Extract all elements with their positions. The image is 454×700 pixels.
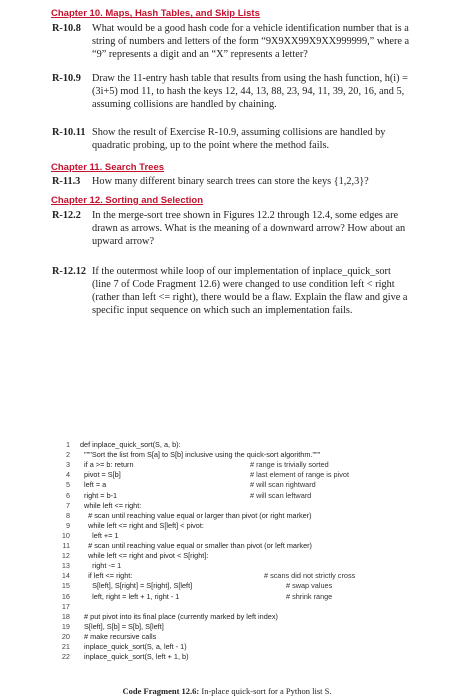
code-text: # scan until reaching value equal or smaller than pivot (or left marker) (80, 541, 312, 550)
code-text: def inplace_quick_sort(S, a, b): (80, 440, 181, 449)
code-comment: # swap values (286, 581, 333, 591)
code-comment: # range is trivially sorted (250, 460, 329, 470)
exercise-id: R-11.3 (52, 176, 81, 187)
exercise-r12-2 (52, 209, 412, 248)
code-comment: # last element of range is pivot (250, 470, 349, 480)
chapter-10-heading: Chapter 10. Maps, Hash Tables, and Skip Lists (51, 8, 260, 19)
line-number: 10 (61, 530, 70, 540)
line-number: 5 (65, 480, 70, 490)
exercise-text: What would be a good hash code for a vehicle identification number that is a string of numbers and letters of the form “9X9XX99X9XX999999,” where a “9” represents a digit and an “X” represents a letter? (92, 23, 410, 61)
exercise-id: R-12.12 (52, 266, 87, 277)
code-comment: # scans did not strictly cross (264, 571, 356, 581)
line-number: 20 (61, 631, 70, 641)
exercise-r11-3 (52, 175, 412, 188)
code-comment: # shrink range (286, 591, 333, 601)
chapter-12-heading: Chapter 12. Sorting and Selection (51, 195, 204, 206)
exercise-text: How many different binary search trees can store the keys {1,2,3}? (92, 176, 369, 187)
line-number: 2 (65, 450, 70, 460)
line-number: 9 (65, 520, 70, 530)
line-number: 3 (65, 460, 70, 470)
line-number: 18 (61, 611, 70, 621)
code-comment: # will scan leftward (250, 490, 312, 500)
code-text: # put pivot into its final place (currently marked by left index) (80, 611, 278, 621)
caption-label: Code Fragment 12.6: (122, 686, 200, 696)
code-text: if left <= right: (80, 571, 133, 581)
exercise-r10-11 (52, 126, 412, 152)
code-text: # make recursive calls (80, 631, 157, 641)
code-text: if a >= b: return (80, 460, 134, 470)
exercise-text: In the merge-sort tree shown in Figures 12.2 through 12.4, some edges are drawn as arrows. What is the meaning of a downward arrow? How about an upward arrow? (92, 210, 406, 248)
exercise-r10-8 (52, 22, 412, 61)
line-number: 19 (61, 621, 70, 631)
exercise-id: R-10.11 (52, 127, 86, 138)
line-number: 16 (61, 591, 70, 601)
code-text: right -= 1 (80, 561, 122, 571)
line-number: 7 (65, 500, 70, 510)
code-text: S[left], S[b] = S[b], S[left] (80, 621, 164, 631)
code-text: left, right = left + 1, right - 1 (80, 591, 180, 601)
code-text: inplace_quick_sort(S, a, left - 1) (80, 642, 187, 651)
line-number: 13 (61, 561, 70, 571)
caption-text: In-place quick-sort for a Python list S. (199, 686, 332, 696)
code-text: while left <= right and pivot < S[right]: (80, 551, 209, 561)
line-number: 4 (65, 470, 70, 480)
code-text: while left <= right and S[left] < pivot: (80, 520, 204, 530)
exercise-text: Show the result of Exercise R-10.9, assuming collisions are handled by quadratic probing, up to the point where the method fails. (92, 127, 386, 152)
line-number: 17 (61, 601, 70, 611)
exercise-id: R-12.2 (52, 210, 81, 221)
line-number: 15 (61, 581, 70, 591)
exercise-text: Draw the 11-entry hash table that results from using the hash function, h(i) = (3i+5) mod 11, to hash the keys 12, 44, 13, 88, 23, 94, 11, 39, 20, 16, and 5, assuming collisions are handled by chaining. (92, 73, 408, 111)
line-number: 14 (61, 571, 70, 581)
line-number: 8 (65, 510, 70, 520)
line-number: 21 (61, 642, 70, 651)
exercise-r10-9 (52, 72, 412, 111)
code-text: right = b-1 (80, 490, 118, 500)
exercise-text: If the outermost while loop of our implementation of inplace_quick_sort (line 7 of Code Fragment 12.6) were changed to use condition left < right (rather than left <= right), there would be a flaw. Explain the flaw and give a specific input sequence on which such an implementation fails. (92, 266, 408, 317)
code-text: # scan until reaching value equal or larger than pivot (or right marker) (80, 510, 312, 520)
code-text: while left <= right: (80, 500, 142, 510)
code-text: S[left], S[right] = S[right], S[left] (80, 581, 193, 591)
chapter-11-heading: Chapter 11. Search Trees (51, 162, 165, 173)
code-caption (0, 686, 454, 696)
exercise-id: R-10.9 (52, 73, 81, 84)
line-number: 11 (62, 541, 70, 550)
code-comment: # will scan rightward (250, 480, 316, 490)
code-text: left += 1 (80, 530, 119, 540)
code-text: left = a (80, 480, 107, 490)
code-text: inplace_quick_sort(S, left + 1, b) (80, 652, 189, 662)
line-number: 22 (61, 652, 70, 662)
exercise-id: R-10.8 (52, 23, 81, 34)
code-text: """Sort the list from S[a] to S[b] inclusive using the quick-sort algorithm.""" (80, 450, 321, 460)
line-number: 12 (61, 551, 70, 561)
code-text: pivot = S[b] (80, 470, 121, 480)
line-number: 1 (65, 440, 70, 449)
line-number: 6 (65, 490, 70, 500)
exercise-r12-12 (52, 265, 412, 317)
